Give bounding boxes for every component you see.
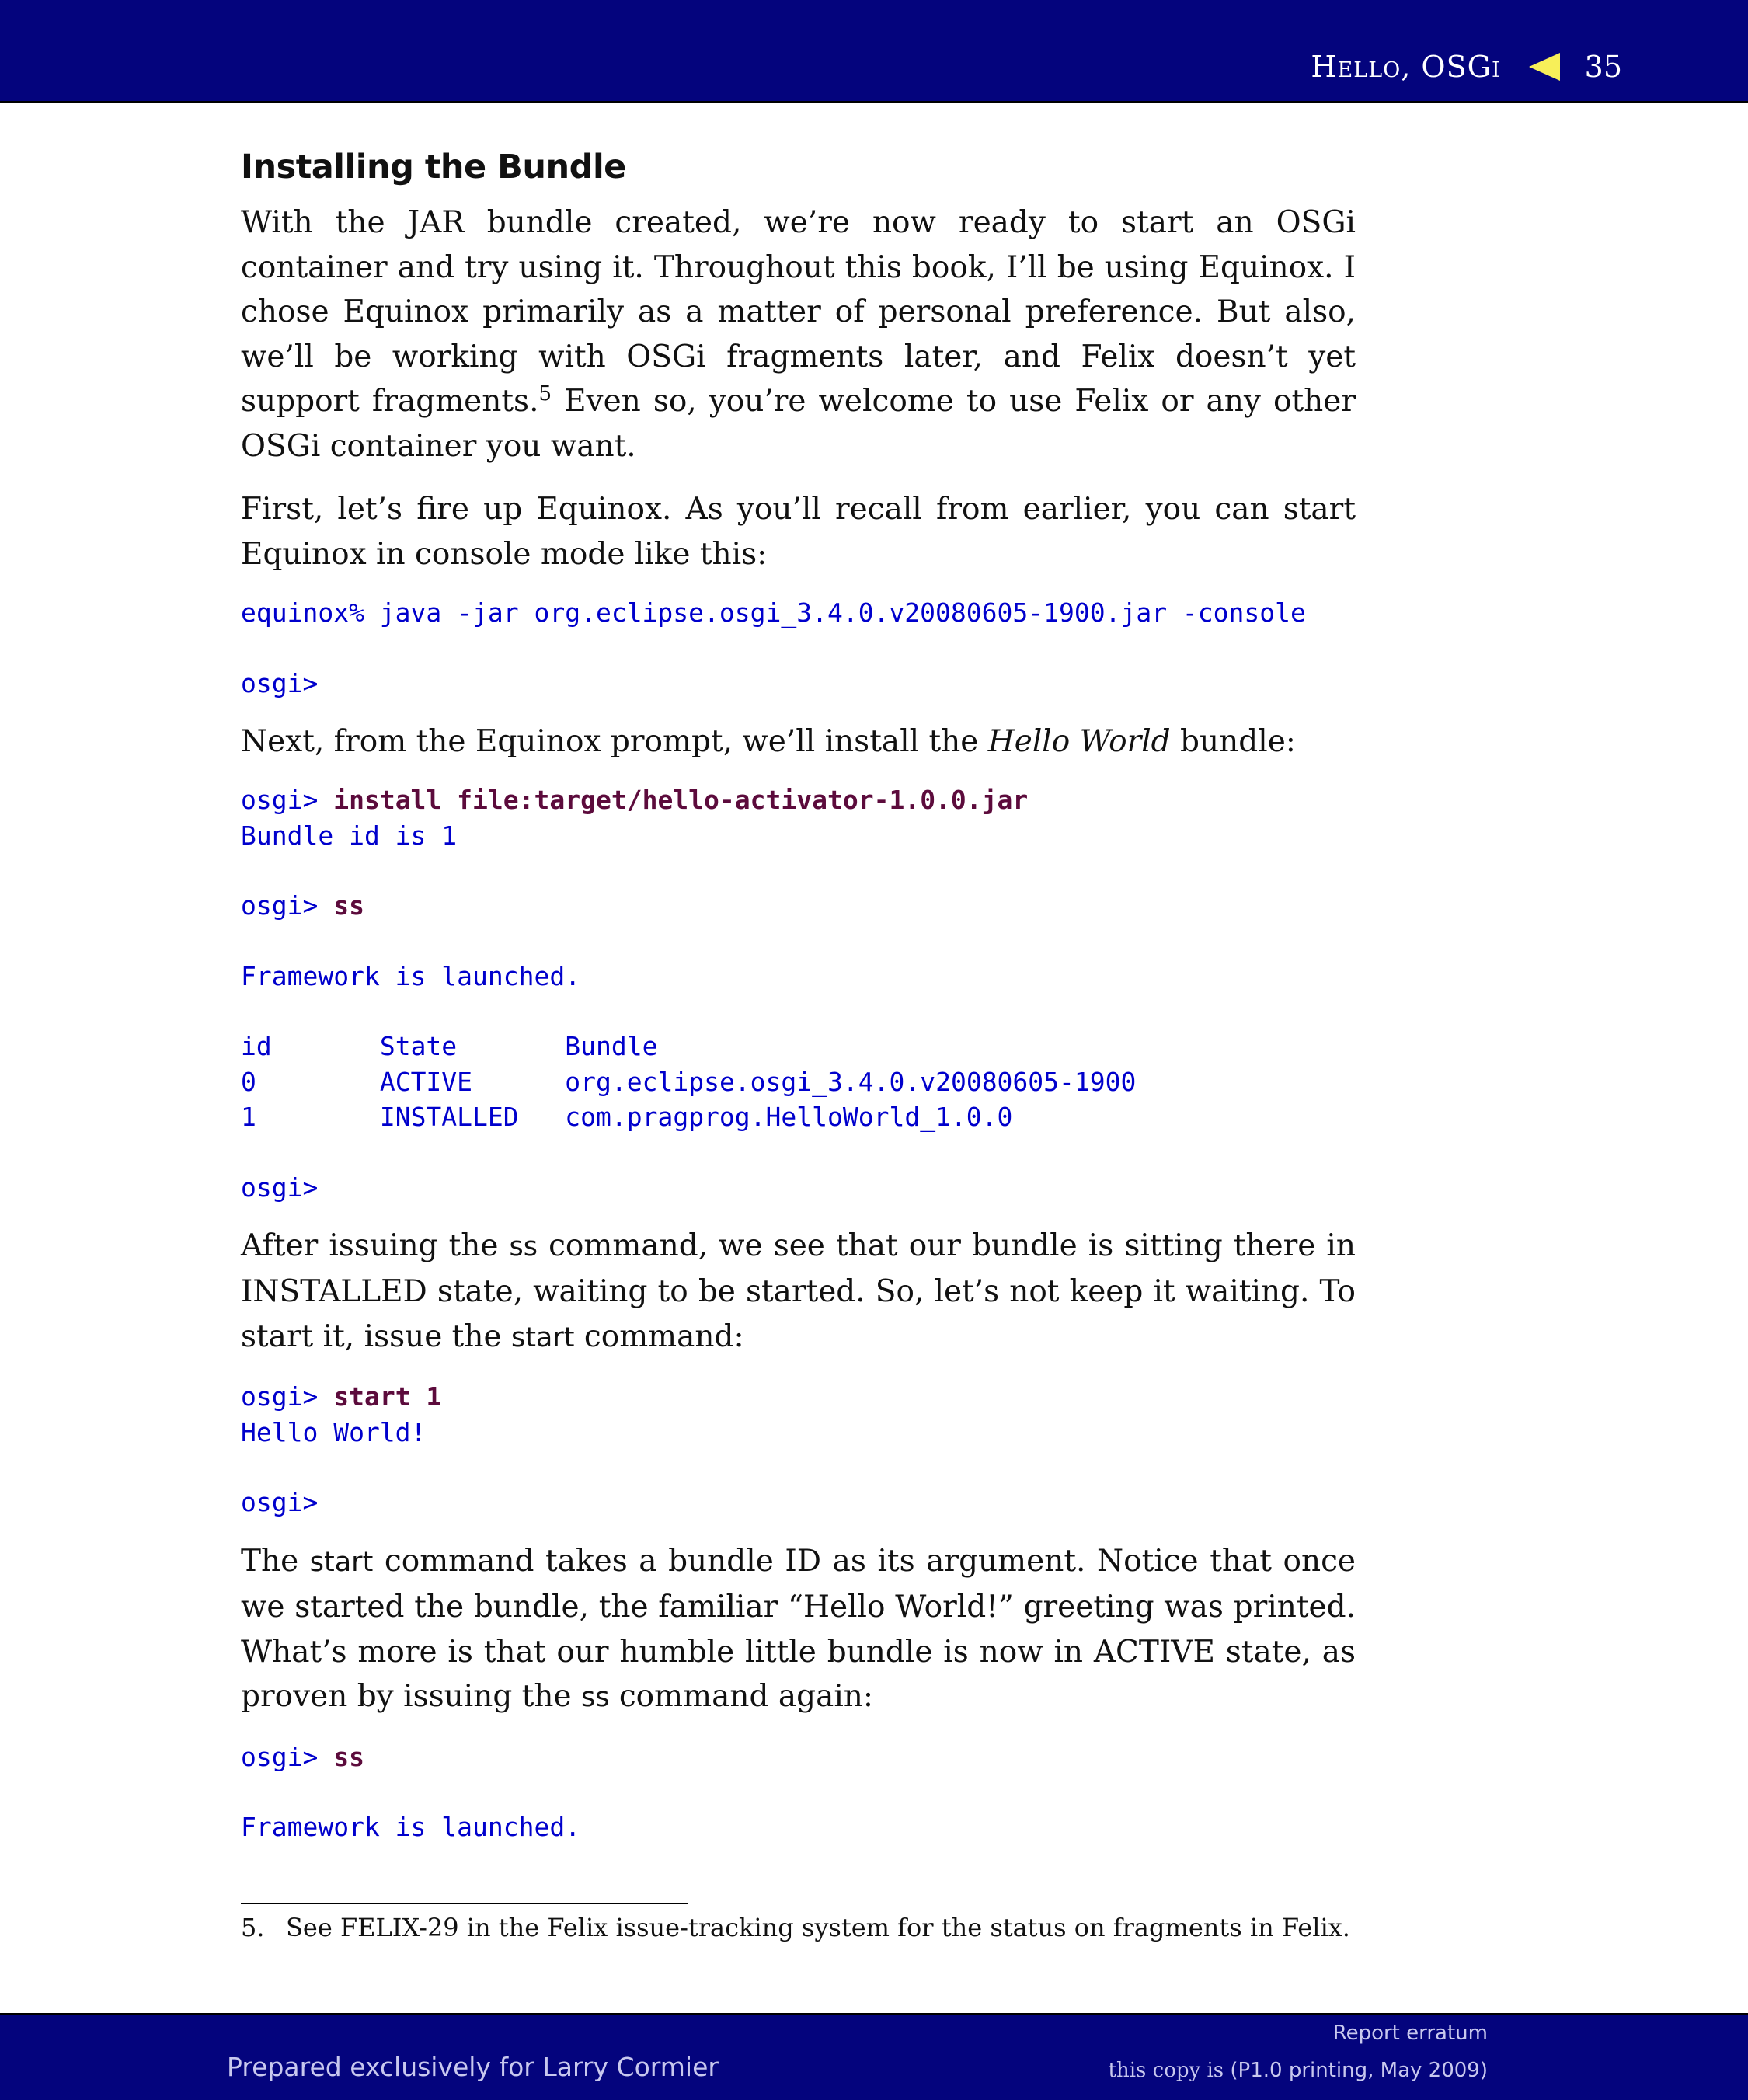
table-row	[241, 1102, 1012, 1132]
inline-command: start	[510, 1322, 575, 1353]
table-header-bundle: Bundle	[565, 1031, 658, 1062]
bundle-table-header	[241, 1031, 657, 1061]
code-command: start 1	[333, 1381, 442, 1412]
table-cell: ACTIVE	[379, 1066, 473, 1097]
copy-detail: (P1.0 printing, May 2009)	[1230, 2059, 1488, 2082]
page-number: 35	[1584, 50, 1622, 84]
table-row	[241, 1067, 1136, 1097]
paragraph-text: Next, from the Equinox prompt, we’ll install the	[241, 723, 988, 759]
table-cell: 1	[241, 1102, 256, 1133]
code-block-start	[241, 1379, 1356, 1520]
page-content	[241, 148, 1356, 1864]
paragraph-text: command, we see that our bundle is sitting there in INSTALLED state, waiting to be started. So, let’s not keep it waiting. To start it, issue the	[241, 1228, 1356, 1354]
paragraph-text: The	[241, 1543, 310, 1579]
paragraph-text: Even so, you’re welcome to use Felix or any other OSGi container you want.	[241, 384, 1356, 464]
paragraph-fire-up: First, let’s fire up Equinox. As you’ll recall from earlier, you can start Equinox in console mode like this:	[241, 492, 1356, 572]
footnote-rule	[241, 1903, 688, 1904]
code-prompt: osgi>	[241, 1741, 334, 1772]
paragraph-after-ss	[241, 1224, 1356, 1361]
code-block-launch	[241, 595, 1356, 701]
table-header-id: id	[241, 1031, 272, 1062]
section-title: Installing the Bundle	[241, 148, 626, 186]
inline-command: ss	[509, 1231, 538, 1262]
code-prompt: osgi>	[241, 890, 334, 921]
paragraph-text: With the JAR bundle created, we’re now ready to start an OSGi container and try using it. Throughout this book, I’ll be using Equinox. I chose Equinox primarily as a matter of personal preference. But also, we’ll be working with OSGi fragments later, and Felix doesn’t yet support fragments.	[241, 205, 1356, 419]
paragraph-text: After issuing the	[241, 1228, 510, 1263]
table-cell: 0	[241, 1066, 256, 1097]
footnote-ref[interactable]: 5	[538, 382, 552, 406]
paragraph-text: command:	[574, 1318, 744, 1354]
table-cell: INSTALLED	[379, 1102, 519, 1133]
inline-command: start	[309, 1546, 374, 1578]
code-prompt: osgi>	[241, 1172, 319, 1203]
code-command: ss	[333, 1741, 364, 1772]
code-prompt: osgi>	[241, 785, 334, 816]
code-output: Hello World!	[241, 1416, 427, 1447]
copy-prefix: this copy is	[1108, 2059, 1231, 2082]
code-command: ss	[333, 890, 364, 921]
code-command: install file:target/hello-activator-1.0.0.jar	[333, 785, 1029, 816]
paragraph-start-command	[241, 1539, 1356, 1721]
code-line: equinox% java -jar org.eclipse.osgi_3.4.0.v20080605-1900.jar -console	[241, 597, 1306, 628]
code-output: Framework is launched.	[241, 960, 581, 991]
code-block-ss-again	[241, 1740, 1356, 1845]
paragraph-text: command takes a bundle ID as its argument. Notice that once we started the bundle, the familiar “Hello World!” greeting was printed. What’s more is that our humble little bundle is now in ACTIVE state, as proven by issuing the	[241, 1543, 1356, 1715]
prepared-for: Prepared exclusively for Larry Cormier	[227, 2052, 719, 2082]
table-cell: org.eclipse.osgi_3.4.0.v20080605-1900	[565, 1066, 1137, 1097]
footnote-number: 5.	[241, 1913, 265, 1942]
chapter-title: Hello, OSGi	[1311, 50, 1501, 84]
table-header-state: State	[379, 1031, 458, 1062]
emphasis: Hello World	[987, 723, 1171, 759]
running-head	[1311, 50, 1622, 84]
code-output: Bundle id is 1	[241, 820, 458, 851]
code-prompt: osgi>	[241, 1381, 334, 1412]
paragraph-next	[241, 719, 1356, 764]
footnote-text: See FELIX-29 in the Felix issue-tracking system for the status on fragments in Felix.	[286, 1913, 1350, 1942]
code-output: Framework is launched.	[241, 1812, 581, 1843]
code-prompt: osgi>	[241, 1487, 319, 1518]
top-bar	[0, 0, 1748, 103]
paragraph-text: command again:	[609, 1679, 874, 1715]
back-arrow-icon[interactable]	[1529, 53, 1560, 81]
paragraph-text: bundle:	[1170, 723, 1296, 759]
paragraph-intro	[241, 200, 1356, 468]
table-cell: com.pragprog.HelloWorld_1.0.0	[565, 1102, 1013, 1133]
code-line: osgi>	[241, 667, 319, 698]
copy-info	[1109, 2059, 1488, 2082]
report-erratum-link[interactable]: Report erratum	[1332, 2022, 1488, 2045]
code-block-install	[241, 782, 1356, 1205]
inline-command: ss	[580, 1682, 610, 1714]
footnote	[241, 1913, 1350, 1942]
